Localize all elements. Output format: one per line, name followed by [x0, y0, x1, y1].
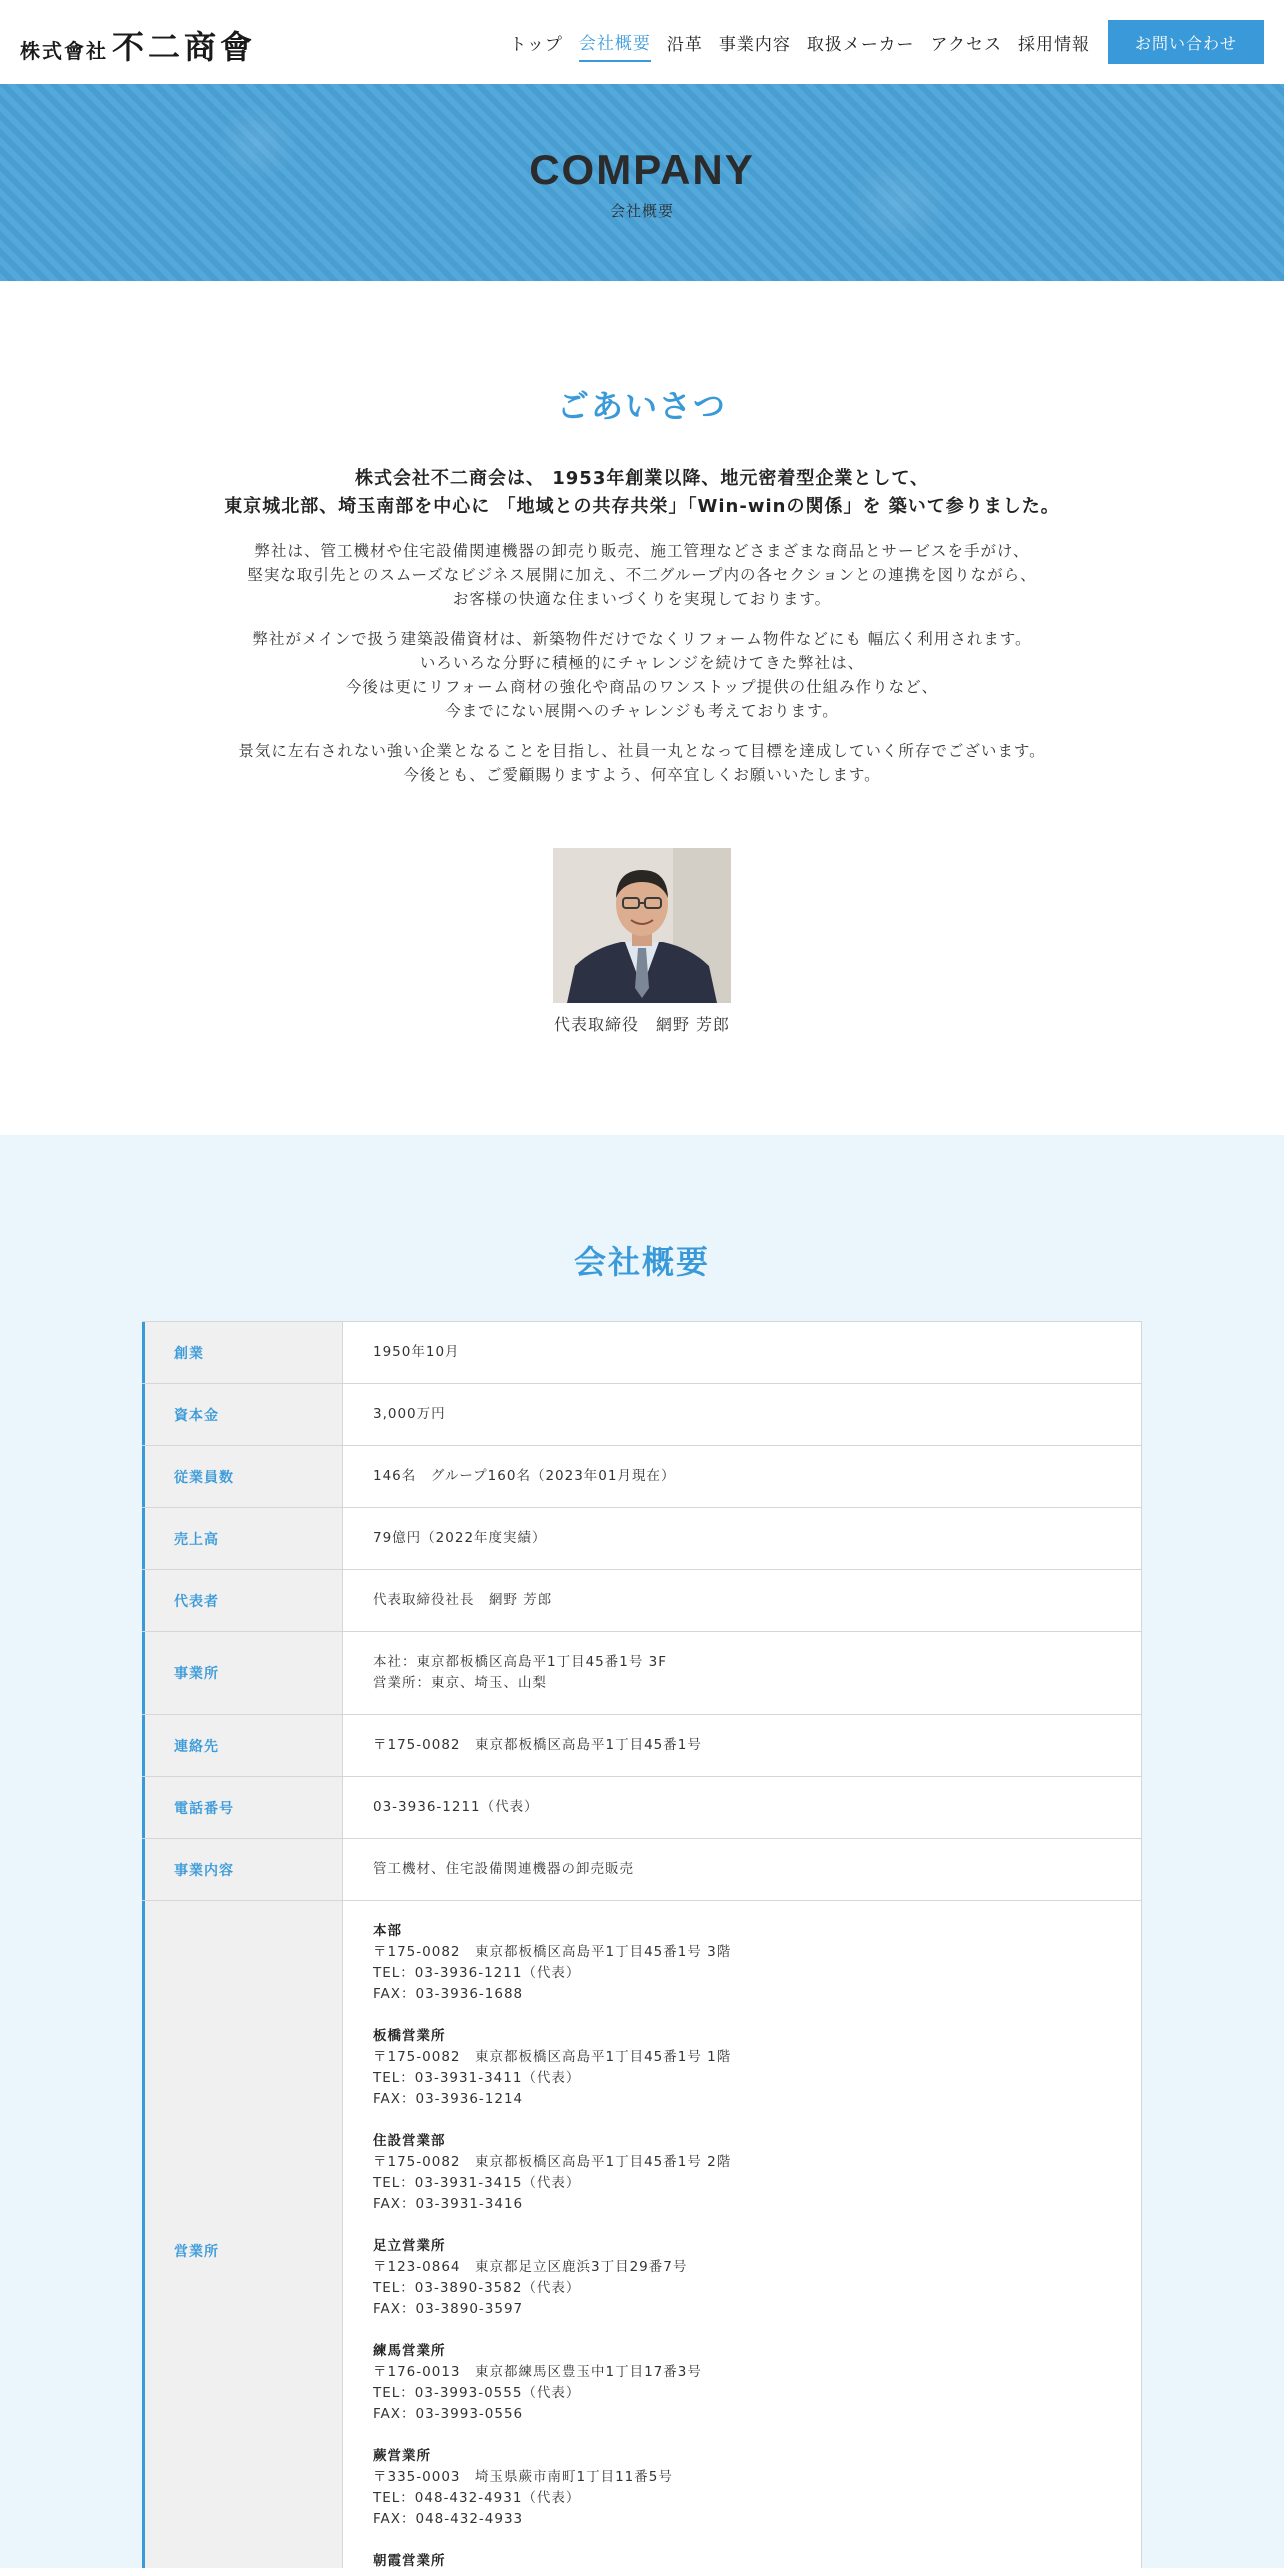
- company-info-table: [142, 1321, 1142, 2568]
- office-line: FAX：048-432-4933: [373, 2511, 524, 2527]
- office-line: FAX：03-3890-3597: [373, 2301, 524, 2317]
- nav-business[interactable]: 事業内容: [718, 34, 791, 55]
- nav-makers[interactable]: 取扱メーカー: [806, 34, 915, 55]
- table-row: [142, 1777, 1142, 1839]
- office-line: TEL：03-3931-3411（代表）: [373, 2070, 581, 2086]
- office-entry: [373, 2026, 1111, 2110]
- value-line: 〒175-0082 東京都板橋区高島平1丁目45番1号: [373, 1737, 702, 1753]
- site-header: [0, 0, 1284, 84]
- row-label: 資本金: [142, 1384, 342, 1445]
- office-name: 住設営業部: [373, 2133, 446, 2149]
- paragraph-line: 弊社がメインで扱う建築設備資材は、新築物件だけでなくリフォーム物件などにも 幅広く利用されます。: [252, 630, 1032, 648]
- row-label: 事業内容: [142, 1839, 342, 1900]
- row-label: 連絡先: [142, 1715, 342, 1776]
- row-value: [342, 1384, 1142, 1445]
- office-line: 〒175-0082 東京都板橋区高島平1丁目45番1号 1階: [373, 2049, 732, 2065]
- page-hero: [0, 84, 1284, 281]
- paragraph-line: 今後は更にリフォーム商材の強化や商品のワンストップ提供の仕組み作りなど、: [345, 678, 939, 696]
- office-line: TEL：03-3993-0555（代表）: [373, 2385, 581, 2401]
- row-label: 売上高: [142, 1508, 342, 1569]
- paragraph-line: 今後とも、ご愛顧賜りますよう、何卒宜しくお願いいたします。: [403, 766, 881, 784]
- table-row: [142, 1384, 1142, 1446]
- table-row: [142, 1632, 1142, 1715]
- paragraph-line: 今までにない展開へのチャレンジも考えております。: [445, 702, 839, 720]
- row-label: 従業員数: [142, 1446, 342, 1507]
- global-nav: [509, 0, 1284, 84]
- office-entry: [373, 2131, 1111, 2215]
- value-line: 管工機材、住宅設備関連機器の卸売販売: [373, 1861, 634, 1877]
- office-line: TEL：03-3890-3582（代表）: [373, 2280, 581, 2296]
- office-entry: [373, 2236, 1111, 2320]
- company-logo[interactable]: [20, 22, 257, 66]
- value-line: 代表取締役社長 網野 芳郎: [373, 1592, 553, 1608]
- nav-top[interactable]: トップ: [509, 34, 563, 55]
- table-row-offices: [142, 1901, 1142, 2568]
- office-line: FAX：03-3931-3416: [373, 2196, 524, 2212]
- row-value: [342, 1322, 1142, 1383]
- row-value: [342, 1632, 1142, 1714]
- value-line: 146名 グループ160名（2023年01月現在）: [373, 1468, 676, 1484]
- offices-list: [342, 1901, 1142, 2568]
- row-label: 事業所: [142, 1632, 342, 1714]
- office-line: 〒123-0864 東京都足立区鹿浜3丁目29番7号: [373, 2259, 688, 2275]
- row-value: [342, 1570, 1142, 1631]
- office-entry: [373, 2446, 1111, 2530]
- table-row: [142, 1839, 1142, 1901]
- row-value: [342, 1508, 1142, 1569]
- president-photo: [553, 848, 731, 1003]
- greeting-section: [0, 281, 1284, 1135]
- greeting-title: ごあいさつ: [556, 387, 727, 425]
- greeting-paragraph-3: [0, 739, 1284, 787]
- office-line: 〒175-0082 東京都板橋区高島平1丁目45番1号 3階: [373, 1944, 732, 1960]
- value-line: 3,000万円: [373, 1406, 446, 1422]
- contact-button[interactable]: お問い合わせ: [1108, 20, 1264, 64]
- office-name: 練馬営業所: [373, 2343, 446, 2359]
- office-name: 本部: [373, 1923, 402, 1939]
- office-line: FAX：03-3936-1688: [373, 1986, 524, 2002]
- lead-line: 株式会社不二商会は、 1953年創業以降、地元密着型企業として、: [354, 468, 929, 489]
- value-line: 03-3936-1211（代表）: [373, 1799, 539, 1815]
- table-row: [142, 1508, 1142, 1570]
- paragraph-line: 堅実な取引先とのスムーズなビジネス展開に加え、不二グループ内の各セクションとの連携を図りながら、: [247, 566, 1037, 584]
- table-row: [142, 1322, 1142, 1384]
- greeting-lead: [0, 465, 1284, 521]
- row-label: 創業: [142, 1322, 342, 1383]
- row-label: 電話番号: [142, 1777, 342, 1838]
- table-row: [142, 1570, 1142, 1632]
- page-subtitle: 会社概要: [609, 202, 674, 220]
- office-name: 朝霞営業所: [373, 2553, 446, 2568]
- president-caption: 代表取締役 網野 芳郎: [553, 1015, 731, 1034]
- office-name: 板橋営業所: [373, 2028, 446, 2044]
- value-line: 本社：東京都板橋区高島平1丁目45番1号 3F: [373, 1654, 668, 1670]
- paragraph-line: いろいろな分野に積極的にチャレンジを続けてきた弊社は、: [419, 654, 865, 672]
- overview-title: 会社概要: [573, 1243, 710, 1281]
- value-line: 営業所：東京、埼玉、山梨: [373, 1675, 547, 1691]
- paragraph-line: 弊社は、管工機材や住宅設備関連機器の卸売り販売、施工管理などさまざまな商品とサービスを手がけ、: [254, 542, 1030, 560]
- row-value: [342, 1715, 1142, 1776]
- office-line: TEL：03-3936-1211（代表）: [373, 1965, 581, 1981]
- office-name: 足立営業所: [373, 2238, 446, 2254]
- greeting-paragraph-1: [0, 539, 1284, 611]
- page-title: COMPANY: [529, 146, 755, 193]
- nav-recruit[interactable]: 採用情報: [1018, 34, 1090, 55]
- nav-access[interactable]: アクセス: [930, 34, 1002, 55]
- nav-company[interactable]: 会社概要: [579, 23, 651, 62]
- logo-small-text: 株式會社: [20, 39, 108, 63]
- office-line: TEL：048-432-4931（代表）: [373, 2490, 581, 2506]
- row-value: [342, 1446, 1142, 1507]
- value-line: 1950年10月: [373, 1344, 460, 1360]
- office-line: 〒176-0013 東京都練馬区豊玉中1丁目17番3号: [373, 2364, 702, 2380]
- logo-big-text: 不二商會: [112, 28, 257, 66]
- company-overview-section: [0, 1135, 1284, 2568]
- table-row: [142, 1715, 1142, 1777]
- row-label: 代表者: [142, 1570, 342, 1631]
- office-entry: [373, 1921, 1111, 2005]
- greeting-paragraph-2: [0, 627, 1284, 723]
- office-line: 〒175-0082 東京都板橋区高島平1丁目45番1号 2階: [373, 2154, 732, 2170]
- paragraph-line: お客様の快適な住まいづくりを実現しております。: [452, 590, 832, 608]
- row-value: [342, 1777, 1142, 1838]
- office-entry: [373, 2551, 1111, 2568]
- row-label: 営業所: [142, 1901, 342, 2568]
- office-line: 〒335-0003 埼玉県蕨市南町1丁目11番5号: [373, 2469, 673, 2485]
- portrait-illustration: [553, 848, 731, 1003]
- nav-history[interactable]: 沿革: [666, 34, 703, 55]
- lead-line: 東京城北部、埼玉南部を中心に 「地域との共存共栄」「Win-winの関係」を 築いて参りました。: [224, 496, 1060, 517]
- office-line: TEL：03-3931-3415（代表）: [373, 2175, 581, 2191]
- office-line: FAX：03-3936-1214: [373, 2091, 524, 2107]
- office-name: 蕨営業所: [373, 2448, 431, 2464]
- office-line: FAX：03-3993-0556: [373, 2406, 524, 2422]
- table-row: [142, 1446, 1142, 1508]
- value-line: 79億円（2022年度実績）: [373, 1530, 547, 1546]
- row-value: [342, 1839, 1142, 1900]
- office-entry: [373, 2341, 1111, 2425]
- paragraph-line: 景気に左右されない強い企業となることを目指し、社員一丸となって目標を達成していく所存でございます。: [238, 742, 1046, 760]
